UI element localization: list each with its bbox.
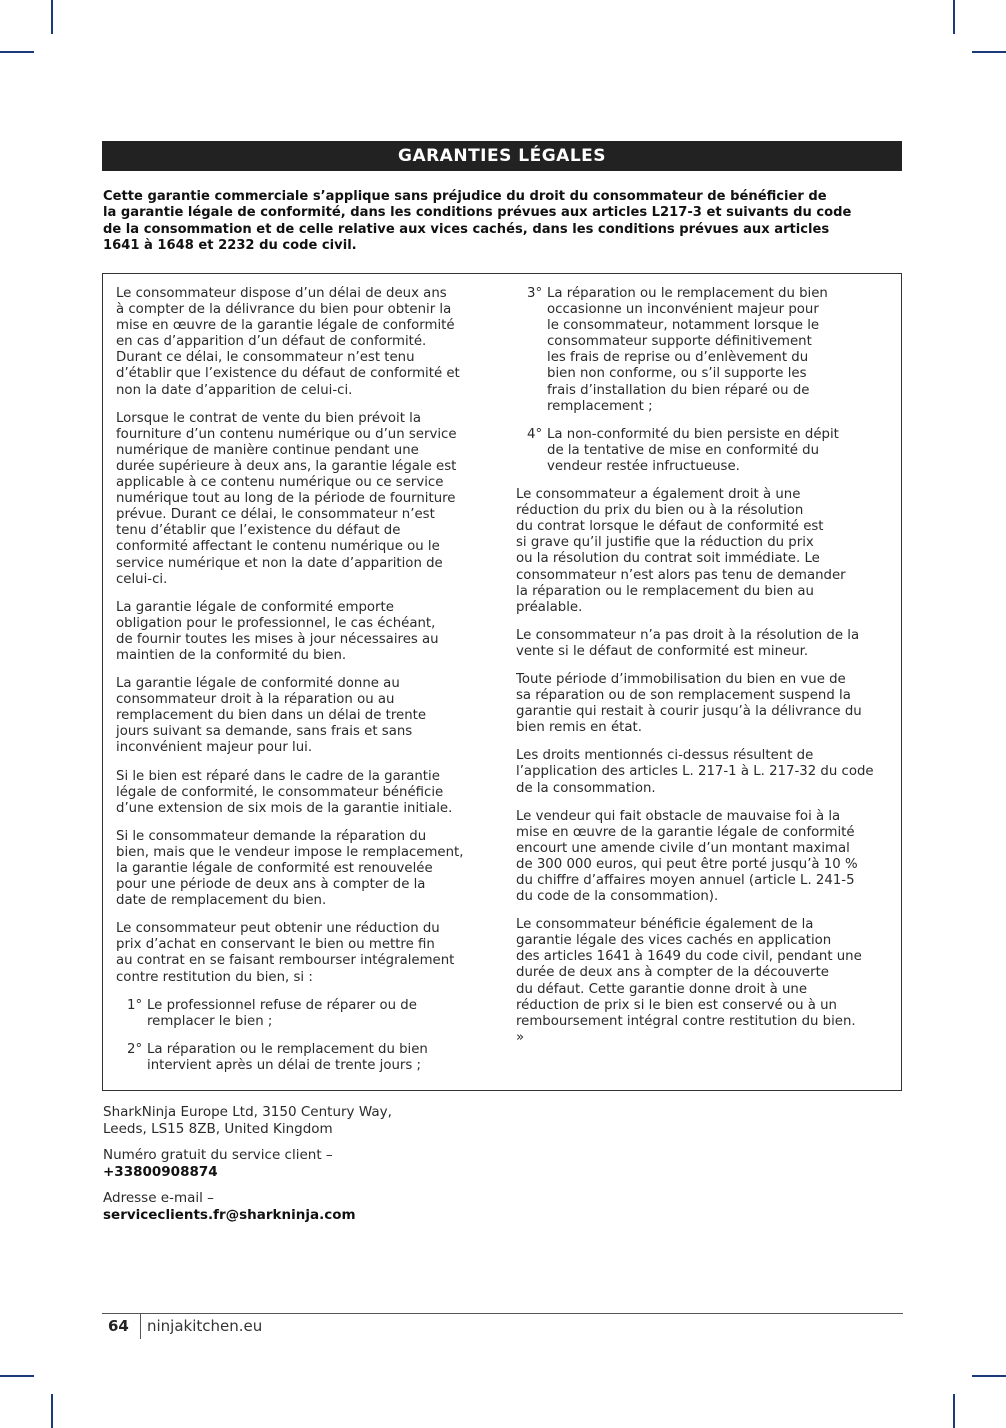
customer-service-phone: Numéro gratuit du service client – +33800908874 <box>103 1147 333 1180</box>
paragraph: Le consommateur dispose d’un délai de deux ans à compter de la délivrance du bien pour obtenir la mise en œuvre de la garantie légale de conformité en cas d’apparition d’un défaut de conformité. Durant ce délai, le consommateur n’est tenu d’établir que l’existence du défaut de conformité et non la date d’apparition de celui-ci. <box>116 286 460 398</box>
paragraph: La garantie légale de conformité donne au consommateur droit à la réparation ou au remplacement du bien dans un délai de trente jours suivant sa demande, sans frais et sans inconvénient majeur pour lui. <box>116 676 427 756</box>
company-contact <box>103 1104 523 1234</box>
paragraph: Les droits mentionnés ci-dessus résultent de l’application des articles L. 217-1 à L. 217-32 du code de la consommation. <box>516 748 874 796</box>
paragraph: Lorsque le contrat de vente du bien prévoit la fourniture d’un contenu numérique ou d’un service numérique de manière continue pendant une durée supérieure à deux ans, la garantie légale est applicable à ce contenu numérique ou ce service numérique tout au long de la période de fourniture prévue. Durant ce délai, le consommateur n’est tenu d’établir que l’existence du défaut de conformité affectant le contenu numérique ou le service numérique et non la date d’apparition de celui-ci. <box>116 410 457 587</box>
list-item: 2° La réparation ou le remplacement du bien intervient après un délai de trente jours ; <box>127 1041 428 1073</box>
crop-mark <box>51 0 53 34</box>
intro-line: la garantie légale de conformité, dans les conditions prévues aux articles L217-3 et suivants du code <box>103 205 852 221</box>
section-title-bar <box>102 141 902 171</box>
crop-mark <box>953 0 955 34</box>
list-item: 3° La réparation ou le remplacement du bien occasionne un inconvénient majeur pour le consommateur, notamment lorsque le consommateur supporte définitivement les frais de reprise ou d’enlèvement du bien non conforme, ou s’il supporte les frais d’installation du bien réparé ou de remplacement ; <box>527 286 828 414</box>
paragraph: Le consommateur peut obtenir une réduction du prix d’achat en conservant le bien ou mettre fin au contrat en se faisant rembourser intégralement contre restitution du bien, si : <box>116 921 455 985</box>
crop-mark <box>953 1394 955 1428</box>
intro-line: de la consommation et de celle relative aux vices cachés, dans les conditions prévues aux articles <box>103 221 830 237</box>
list-item: 1° Le professionnel refuse de réparer ou de remplacer le bien ; <box>127 997 417 1029</box>
right-column <box>516 286 896 1058</box>
paragraph: Si le bien est réparé dans le cadre de la garantie légale de conformité, le consommateur bénéficie d’une extension de six mois de la garantie initiale. <box>116 768 453 816</box>
footer-separator <box>140 1314 141 1339</box>
footer-divider <box>102 1313 903 1314</box>
crop-mark <box>51 1394 53 1428</box>
page-title: GARANTIES LÉGALES <box>397 146 607 166</box>
crop-mark <box>0 1375 34 1377</box>
page-number: 64 <box>108 1317 129 1335</box>
legal-text-box <box>102 273 902 1091</box>
paragraph: La garantie légale de conformité emporte obligation pour le professionnel, le cas échéant, de fournir toutes les mises à jour nécessaires au maintien de la conformité du bien. <box>116 599 439 663</box>
intro-paragraph <box>103 189 893 254</box>
website-link[interactable]: ninjakitchen.eu <box>147 1317 263 1335</box>
left-column <box>116 286 496 1086</box>
customer-service-email: Adresse e-mail – serviceclients.fr@sharkninja.com <box>103 1190 356 1223</box>
paragraph: Le consommateur bénéficie également de la garantie légale des vices cachés en application des articles 1641 à 1649 du code civil, pendant une durée de deux ans à compter de la découverte du défaut. Cette garantie donne droit à une réduction de prix si le bien est conservé ou à un remboursement intégral contre restitution du bien. » <box>516 917 862 1045</box>
paragraph: Si le consommateur demande la réparation du bien, mais que le vendeur impose le remplacement, la garantie légale de conformité est renouvelée pour une période de deux ans à compter de la date de remplacement du bien. <box>116 828 464 909</box>
crop-mark <box>0 51 34 53</box>
intro-line: Cette garantie commerciale s’applique sans préjudice du droit du consommateur de bénéficier de <box>103 189 827 204</box>
paragraph: Le vendeur qui fait obstacle de mauvaise foi à la mise en œuvre de la garantie légale de conformité encourt une amende civile d’un montant maximal de 300 000 euros, qui peut être porté jusqu’à 10 % du chiffre d’affaires moyen annuel (article L. 241-5 du code de la consommation). <box>516 808 858 905</box>
crop-mark <box>972 51 1006 53</box>
paragraph: Toute période d’immobilisation du bien en vue de sa réparation ou de son remplacement suspend la garantie qui restait à courir jusqu’à la délivrance du bien remis en état. <box>516 671 862 736</box>
list-item: 4° La non-conformité du bien persiste en dépit de la tentative de mise en conformité du vendeur restée infructueuse. <box>527 426 839 474</box>
company-address: SharkNinja Europe Ltd, 3150 Century Way, Leeds, LS15 8ZB, United Kingdom <box>103 1104 392 1137</box>
paragraph: Le consommateur n’a pas droit à la résolution de la vente si le défaut de conformité est mineur. <box>516 627 860 659</box>
crop-mark <box>972 1375 1006 1377</box>
phone-number[interactable]: +33800908874 <box>103 1163 218 1180</box>
email-address[interactable]: serviceclients.fr@sharkninja.com <box>103 1206 356 1223</box>
paragraph: Le consommateur a également droit à une réduction du prix du bien ou à la résolution du contrat lorsque le défaut de conformité est si grave qu’il justifie que la réduction du prix ou la résolution du contrat soit immédiate. Le consommateur n’est alors pas tenu de demander la réparation ou le remplacement du bien au préalable. <box>516 487 846 615</box>
intro-line: 1641 à 1648 et 2232 du code civil. <box>103 237 357 253</box>
